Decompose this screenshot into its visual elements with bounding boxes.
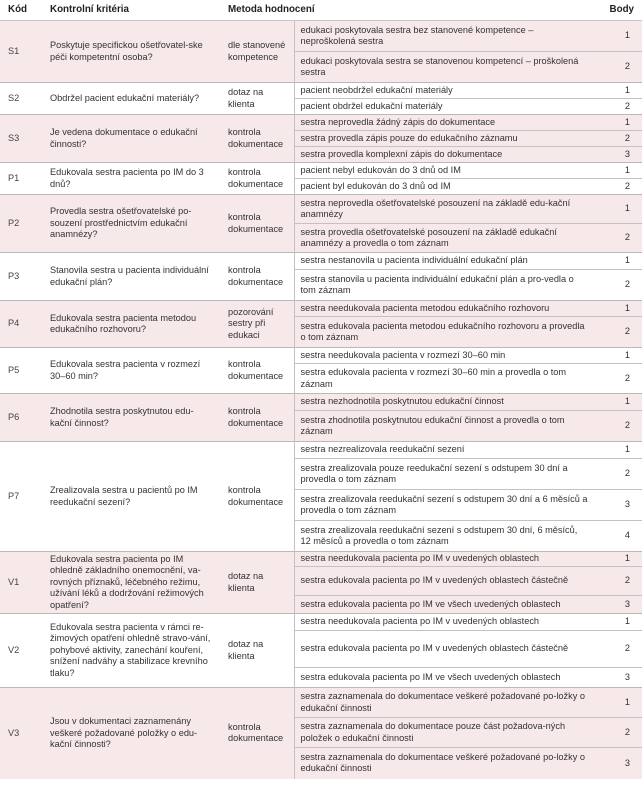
evaluation-description: sestra zaznamenala do dokumentace pouze část požadova-ných položek o edukační činnosti [294,718,594,748]
evaluation-method: kontrola dokumentace [224,115,294,163]
points-value: 2 [594,131,642,147]
evaluation-description: sestra stanovila u pacienta individuální edukační plán a pro-vedla o tom záznam [294,270,594,301]
evaluation-method: kontrola dokumentace [224,394,294,442]
header-kriteria: Kontrolní kritéria [42,0,224,21]
evaluation-description: sestra edukovala pacienta po IM ve všech uvedených oblastech [294,668,594,688]
table-header-row [0,0,642,21]
table-row [0,83,642,99]
table-row [0,21,642,52]
points-value: 3 [594,490,642,521]
evaluation-description: pacient nebyl edukován do 3 dnů od IM [294,163,594,179]
control-criterion: Edukovala sestra pacienta po IM ohledně základního onemocnění, va-rovných příznaků, léčebného režimu, užívání léků a dodržování režimových opatření? [42,552,224,614]
points-value: 2 [594,364,642,394]
row-code: P3 [0,253,42,301]
row-code: P6 [0,394,42,442]
row-code: P7 [0,442,42,552]
evaluation-description: sestra provedla zápis pouze do edukačního záznamu [294,131,594,147]
table-row [0,552,642,567]
table-row [0,614,642,631]
points-value: 2 [594,179,642,195]
row-code: P1 [0,163,42,195]
points-value: 1 [594,614,642,631]
control-criterion: Edukovala sestra pacienta v rámci re-žimových opatření ohledně stravo-vání, pohybové aktivity, zanechání kouření, snížení nadváhy a stabilizace krevního tlaku? [42,614,224,688]
table-row [0,688,642,718]
row-code: P2 [0,195,42,253]
control-criterion: Edukovala sestra pacienta po IM do 3 dnů? [42,163,224,195]
evaluation-description: sestra needukovala pacienta po IM v uvedených oblastech [294,614,594,631]
points-value: 2 [594,99,642,115]
points-value: 3 [594,748,642,779]
evaluation-method: kontrola dokumentace [224,195,294,253]
evaluation-description: sestra edukovala pacienta po IM v uvedených oblastech částečně [294,567,594,596]
row-code: V1 [0,552,42,614]
points-value: 1 [594,253,642,270]
evaluation-method: pozorování sestry při edukaci [224,301,294,348]
evaluation-description: pacient byl edukován do 3 dnů od IM [294,179,594,195]
evaluation-method: kontrola dokumentace [224,163,294,195]
evaluation-description: sestra neprovedla ošetřovatelské posouzení na základě edu-kační anamnézy [294,195,594,224]
row-code: V3 [0,688,42,779]
points-value: 1 [594,195,642,224]
points-value: 4 [594,521,642,552]
evaluation-method: kontrola dokumentace [224,348,294,394]
evaluation-description: sestra zhodnotila poskytnutou edukační činnost a provedla o tom záznam [294,411,594,442]
header-kod: Kód [0,0,42,21]
table-row [0,442,642,459]
control-criterion: Je vedena dokumentace o edukační činnosti? [42,115,224,163]
row-code: V2 [0,614,42,688]
points-value: 1 [594,163,642,179]
points-value: 1 [594,442,642,459]
evaluation-description: pacient obdržel edukační materiály [294,99,594,115]
control-criterion: Provedla sestra ošetřovatelské po-souzení prostřednictvím edukační anamnézy? [42,195,224,253]
evaluation-description: sestra edukovala pacienta po IM ve všech uvedených oblastech [294,596,594,614]
evaluation-description: sestra edukovala pacienta v rozmezí 30–60 min a provedla o tom záznam [294,364,594,394]
points-value: 1 [594,394,642,411]
evaluation-method: dotaz na klienta [224,614,294,688]
points-value: 2 [594,411,642,442]
control-criterion: Edukovala sestra pacienta metodou edukačního rozhovoru? [42,301,224,348]
control-criterion: Obdržel pacient edukační materiály? [42,83,224,115]
evaluation-method: kontrola dokumentace [224,253,294,301]
table-row [0,163,642,179]
row-code: S3 [0,115,42,163]
evaluation-description: sestra nezrealizovala reedukační sezení [294,442,594,459]
evaluation-description: sestra needukovala pacienta metodou edukačního rozhovoru [294,301,594,317]
evaluation-description: sestra needukovala pacienta v rozmezí 30–60 min [294,348,594,364]
points-value: 2 [594,270,642,301]
row-code: S2 [0,83,42,115]
row-code: P5 [0,348,42,394]
control-criterion: Zhodnotila sestra poskytnutou edu-kační činnost? [42,394,224,442]
points-value: 2 [594,52,642,83]
points-value: 2 [594,567,642,596]
points-value: 2 [594,317,642,348]
evaluation-description: sestra provedla ošetřovatelské posouzení na základě edukační anamnézy a provedla o tom záznam [294,224,594,253]
points-value: 1 [594,115,642,131]
control-criterion: Zrealizovala sestra u pacientů po IM reedukační sezení? [42,442,224,552]
table-row [0,115,642,131]
evaluation-description: sestra edukovala pacienta po IM v uvedených oblastech částečně [294,631,594,668]
row-code: S1 [0,21,42,83]
table-row [0,394,642,411]
points-value: 3 [594,147,642,163]
points-value: 2 [594,631,642,668]
evaluation-description: edukaci poskytovala sestra se stanovenou kompetencí – proškolená sestra [294,52,594,83]
control-criterion: Edukovala sestra pacienta v rozmezí 30–60 min? [42,348,224,394]
control-criterion: Poskytuje specifickou ošetřovatel-ske péči kompetentní osoba? [42,21,224,83]
evaluation-description: sestra neprovedla žádný zápis do dokumentace [294,115,594,131]
points-value: 3 [594,596,642,614]
evaluation-method: kontrola dokumentace [224,442,294,552]
points-value: 1 [594,301,642,317]
table-row [0,348,642,364]
evaluation-description: sestra zaznamenala do dokumentace veškeré požadované po-ložky o edukační činnosti [294,688,594,718]
points-value: 2 [594,459,642,490]
evaluation-description: sestra zrealizovala reedukační sezení s odstupem 30 dní a 6 měsíců a provedla o tom záznam [294,490,594,521]
points-value: 1 [594,83,642,99]
evaluation-description: sestra zaznamenala do dokumentace veškeré požadované po-ložky o edukační činnosti [294,748,594,779]
header-body: Body [594,0,642,21]
evaluation-description: sestra nezhodnotila poskytnutou edukační činnost [294,394,594,411]
table-row [0,301,642,317]
header-metoda: Metoda hodnocení [224,0,594,21]
points-value: 1 [594,348,642,364]
evaluation-description: sestra provedla komplexní zápis do dokumentace [294,147,594,163]
control-criterion: Stanovila sestra u pacienta individuální edukační plán? [42,253,224,301]
evaluation-method: dotaz na klienta [224,83,294,115]
evaluation-description: sestra needukovala pacienta po IM v uvedených oblastech [294,552,594,567]
evaluation-method: dotaz na klienta [224,552,294,614]
points-value: 1 [594,688,642,718]
points-value: 2 [594,718,642,748]
table-body [0,21,642,779]
points-value: 2 [594,224,642,253]
points-value: 1 [594,21,642,52]
table-row [0,195,642,224]
evaluation-description: sestra zrealizovala reedukační sezení s odstupem 30 dní, 6 měsíců, 12 měsíců a provedla o tom záznam [294,521,594,552]
evaluation-description: sestra zrealizovala pouze reedukační sezení s odstupem 30 dní a provedla o tom záznam [294,459,594,490]
evaluation-method: kontrola dokumentace [224,688,294,779]
evaluation-description: pacient neobdržel edukační materiály [294,83,594,99]
row-code: P4 [0,301,42,348]
evaluation-description: edukaci poskytovala sestra bez stanovené kompetence – neproškolená sestra [294,21,594,52]
evaluation-method: dle stanovené kompetence [224,21,294,83]
evaluation-description: sestra edukovala pacienta metodou edukačního rozhovoru a provedla o tom záznam [294,317,594,348]
control-criterion: Jsou v dokumentaci zaznamenány veškeré požadované položky o edu-kační činnosti? [42,688,224,779]
evaluation-description: sestra nestanovila u pacienta individuální edukační plán [294,253,594,270]
points-value: 1 [594,552,642,567]
table-row [0,253,642,270]
points-value: 3 [594,668,642,688]
